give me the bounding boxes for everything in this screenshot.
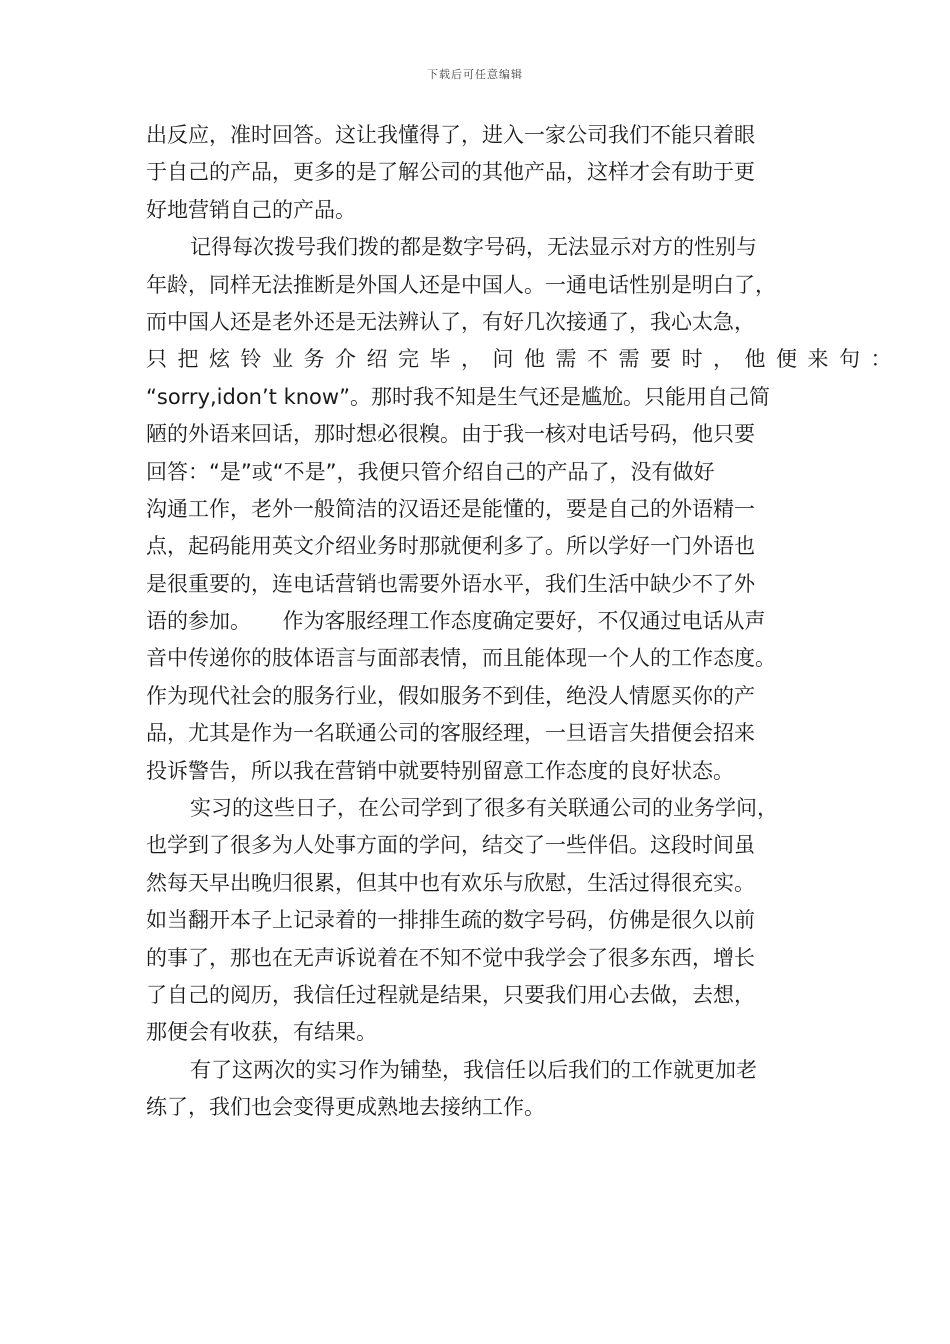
text-line: 练了，我们也会变得更成熟地去接纳工作。 [146,1095,545,1120]
text-line: 音中传递你的肢体语言与面部表情，而且能体现一个人的工作态度。 [146,646,776,671]
text-line: “sorry,idon’t know”。那时我不知是生气还是尴尬。只能用自己简 [146,384,770,409]
text-line: 只把炫铃业务介绍完毕，问他需不需要时，他便来句： [146,347,902,372]
text-line: 如当翻开本子上记录着的一排排生疏的数字号码，仿佛是很久以前 [146,908,755,933]
document-body [146,117,902,1127]
text-line: 是很重要的，连电话营销也需要外语水平，我们生活中缺少不了外 [146,571,755,596]
text-line: 而中国人还是老外还是无法辨认了，有好几次接通了，我心太急， [146,309,755,334]
text-line: 出反应，准时回答。这让我懂得了，进入一家公司我们不能只着眼 [146,123,755,147]
text-line: 于自己的产品，更多的是了解公司的其他产品，这样才会有助于更 [146,160,755,185]
text-line: 然每天早出晚归很累，但其中也有欢乐与欣慰，生活过得很充实。 [146,870,755,895]
text-line: 点，起码能用英文介绍业务时那就便利多了。所以学好一门外语也 [146,534,755,559]
text-line: 记得每次拨号我们拨的都是数字号码，无法显示对方的性别与 [190,235,757,260]
page-header-note: 下载后可任意编辑 [427,68,523,81]
text-line: 了自己的阅历，我信任过程就是结果，只要我们用心去做，去想， [146,982,755,1007]
text-line: 陋的外语来回话，那时想必很糗。由于我一核对电话号码，他只要 [146,422,755,447]
text-line: 年龄，同样无法推断是外国人还是中国人。一通电话性别是明白了， [146,272,776,297]
text-line: 作为现代社会的服务行业，假如服务不到佳，绝没人情愿买你的产 [146,683,755,708]
text-line: 那便会有收获，有结果。 [146,1020,377,1045]
text-line: 沟通工作，老外一般简洁的汉语还是能懂的，要是自己的外语精一 [146,496,755,521]
text-line: 的事了，那也在无声诉说着在不知不觉中我学会了很多东西，增长 [146,945,755,970]
text-line: 投诉警告，所以我在营销中就要特别留意工作态度的良好状态。 [146,758,734,783]
text-line: 有了这两次的实习作为铺垫，我信任以后我们的工作就更加老 [190,1057,757,1082]
text-line: 语的参加。 作为客服经理工作态度确定要好，不仅通过电话从声 [146,609,766,634]
text-line: 也学到了很多为人处事方面的学问，结交了一些伴侣。这段时间虽 [146,833,755,858]
text-line: 好地营销自己的产品。 [146,197,356,222]
text-line: 品，尤其是作为一名联通公司的客服经理，一旦语言失措便会招来 [146,721,755,746]
text-line: 回答：“是”或“不是”，我便只管介绍自己的产品了，没有做好 [146,459,715,484]
text-line: 实习的这些日子，在公司学到了很多有关联通公司的业务学问， [190,796,778,821]
